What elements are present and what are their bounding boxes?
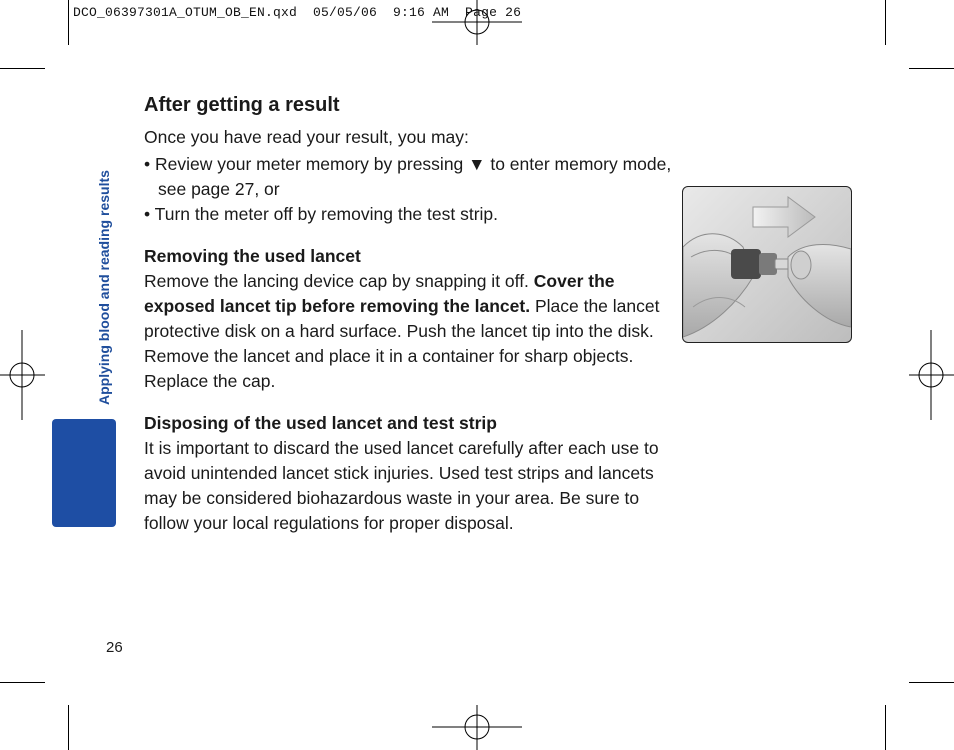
bullet-item: • Review your meter memory by pressing ▼ to enter memory mode, see page 27, or <box>144 154 672 199</box>
crop-mark <box>0 68 45 69</box>
print-slug: DCO_06397301A_OTUM_OB_EN.qxd 05/05/06 9:16 AM Page 26 <box>73 5 522 20</box>
registration-mark-icon <box>432 705 522 750</box>
crop-mark <box>885 705 886 750</box>
removing-lancet-paragraph <box>144 269 674 394</box>
crop-mark <box>909 68 954 69</box>
removing-text-start: Remove the lancing device cap by snapping it off. <box>144 271 534 291</box>
crop-mark <box>909 682 954 683</box>
side-tab-label: Applying blood and reading results <box>96 170 112 405</box>
side-tab <box>52 419 116 527</box>
lancet-removal-photo <box>682 186 852 343</box>
section-heading-after-result: After getting a result <box>144 94 340 116</box>
intro-text: Once you have read your result, you may: <box>144 127 469 147</box>
registration-mark-icon <box>0 330 45 420</box>
crop-mark <box>885 0 886 45</box>
removing-text-end: Place the lancet protective disk on a hard surface. Push the lancet tip into the disk. Remove the lancet and place it in a container for sharp objects. Replace the cap. <box>144 296 660 391</box>
removing-text-warning: Cover the exposed lancet tip before removing the lancet. <box>144 271 615 316</box>
bullet-item: • Turn the meter off by removing the test strip. <box>144 204 499 224</box>
crop-mark <box>68 0 69 45</box>
page-number: 26 <box>106 639 123 656</box>
section-heading-removing-lancet: Removing the used lancet <box>144 246 361 266</box>
crop-mark <box>0 682 45 683</box>
section-heading-disposing: Disposing of the used lancet and test strip <box>144 413 497 433</box>
crop-mark <box>68 705 69 750</box>
disposing-paragraph: It is important to discard the used lancet carefully after each use to avoid unintended lancet stick injuries. Used test strips and lancets may be considered biohazardous waste in your area. Be sure to follow your local regulations for proper disposal. <box>144 438 659 533</box>
hands-lancet-illustration <box>683 187 851 342</box>
main-content <box>144 92 674 536</box>
registration-mark-icon <box>909 330 954 420</box>
registration-mark-icon <box>432 0 522 45</box>
